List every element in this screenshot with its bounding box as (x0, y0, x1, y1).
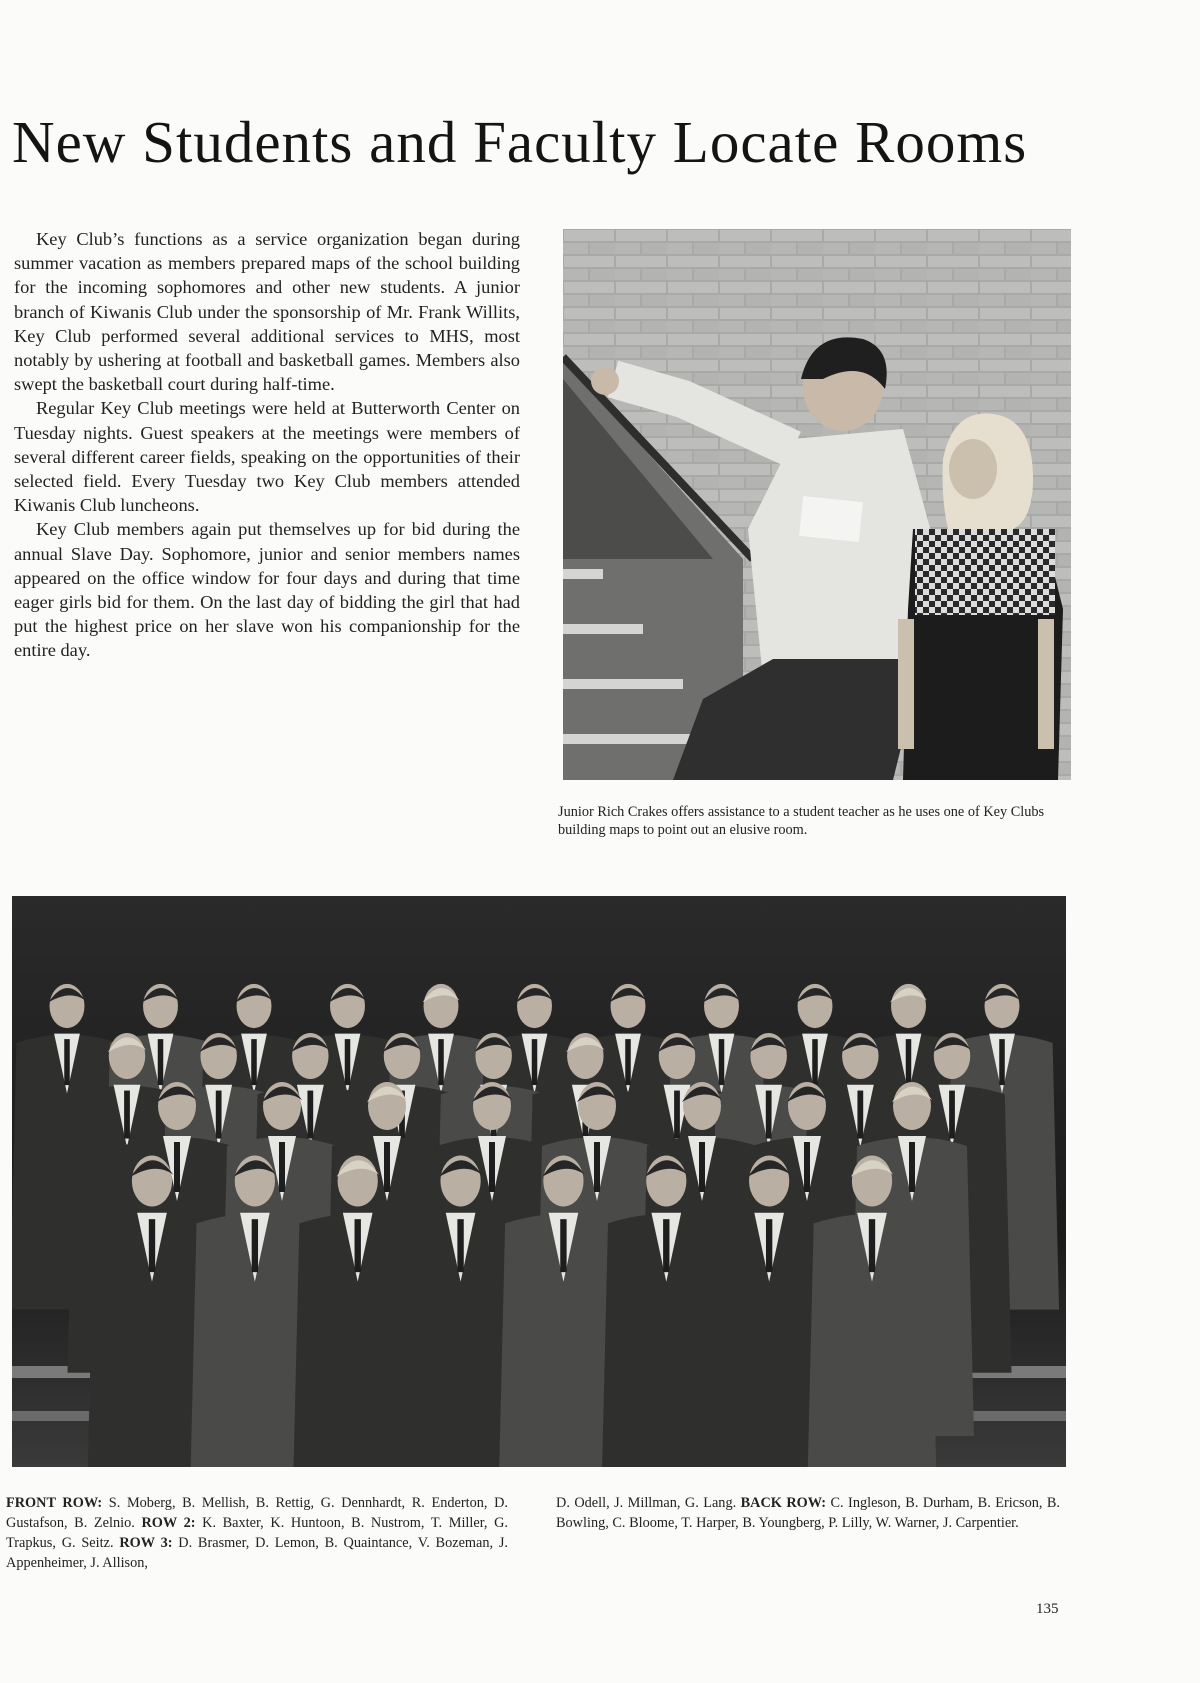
paragraph-3: Key Club members again put themselves up for bid during the annual Slave Day. Sophomore, junior and senior members names appeared on the office window for four days and during that time eager girls bid for them. On the last day of bidding the girl that had put the highest price on her slave won his companionship for the entire day. (14, 519, 520, 661)
paragraph-2: Regular Key Club meetings were held at Butterworth Center on Tuesday nights. Guest speakers at the meetings were members of several different career fields, speaking on the opportunities of their selected field. Every Tuesday two Key Club members attended Kiwanis Club luncheons. (14, 398, 520, 516)
row2-label: ROW 2: (141, 1515, 196, 1531)
group-photo-image (12, 896, 1066, 1467)
row2-names: K. Baxter, K. Huntoon, B. Nustrom, T. Miller, G. Trapkus, G. Seitz. (6, 1515, 509, 1551)
roster-right-column (556, 1493, 1060, 1533)
row3-names-continued: D. Odell, J. Millman, G. Lang. (556, 1495, 737, 1511)
front-row-label: FRONT ROW: (6, 1495, 103, 1511)
row3-names: D. Brasmer, D. Lemon, B. Quaintance, V. Bozeman, J. Appenheimer, J. Allison, (6, 1535, 509, 1571)
back-row-names: C. Ingleson, B. Durham, B. Ericson, B. Bowling, C. Bloome, T. Harper, B. Youngberg, P. Lilly, W. Warner, J. Carpentier. (556, 1495, 1060, 1531)
staircase-photo-image (563, 229, 1071, 780)
paragraph-1: Key Club’s functions as a service organization began during summer vacation as members prepared maps of the school building for the incoming sophomores and other new students. A junior branch of Kiwanis Club under the sponsorship of Mr. Frank Willits, Key Club performed several additional services to MHS, most notably by ushering at football and basketball games. Members also swept the basketball court during half-time. (14, 229, 520, 395)
front-row-names: S. Moberg, B. Mellish, B. Rettig, G. Dennhardt, R. Enderton, D. Gustafson, B. Zelnio. (6, 1495, 509, 1531)
photo-caption: Junior Rich Crakes offers assistance to a student teacher as he uses one of Key Clubs building maps to point out an elusive room. (558, 804, 1045, 838)
article-body (14, 227, 520, 663)
page-number: 135 (1036, 1601, 1059, 1617)
page-title: New Students and Faculty Locate Rooms (12, 109, 1028, 175)
staircase-photo (563, 229, 1071, 780)
group-photo (12, 896, 1066, 1467)
row3-label: ROW 3: (119, 1535, 173, 1551)
back-row-label: BACK ROW: (740, 1495, 827, 1511)
roster-left-column (6, 1493, 508, 1573)
